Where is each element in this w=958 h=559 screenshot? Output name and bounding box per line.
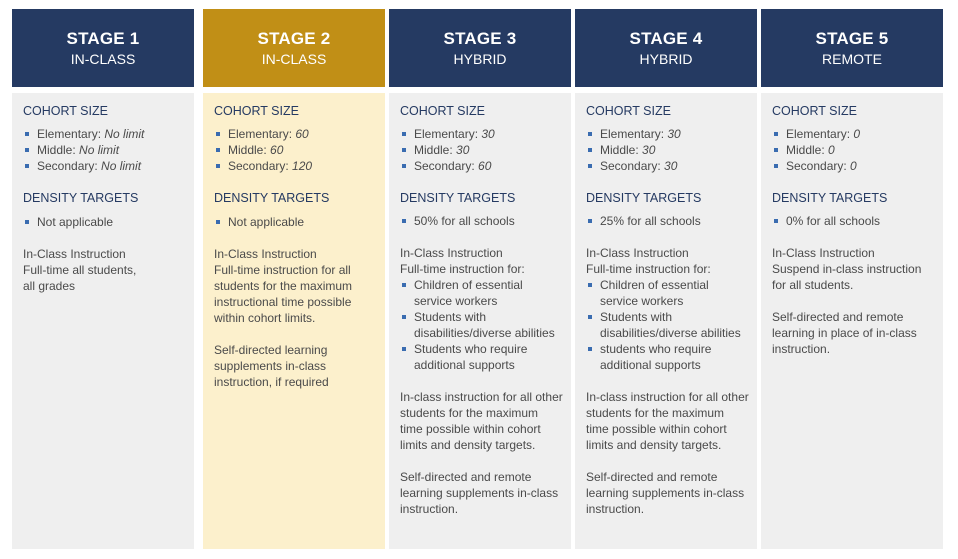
cohort-value: No limit: [101, 159, 142, 173]
instruction-text: Full-time instruction for:: [400, 262, 525, 276]
instruction-text: Suspend in-class instruction for all students.: [772, 262, 922, 292]
cohort-value: 0: [853, 127, 861, 141]
instruction-paragraph: [214, 246, 377, 326]
instruction-heading: In-Class Instruction: [772, 246, 875, 260]
density-list: [772, 213, 935, 229]
stage-mode: HYBRID: [639, 50, 693, 67]
stage-panel: [203, 93, 385, 549]
density-list: [586, 213, 749, 229]
stage-header: [389, 9, 571, 87]
list-item: [214, 142, 377, 158]
density-list: [400, 213, 563, 229]
cohort-value: 60: [478, 159, 492, 173]
cohort-value: 0: [828, 143, 835, 157]
cohort-value: 30: [456, 143, 470, 157]
cohort-size-heading: COHORT SIZE: [214, 104, 299, 118]
stage-panel: [389, 93, 571, 549]
list-item: [214, 158, 377, 174]
cohort-list: [400, 126, 563, 174]
list-item: [586, 142, 749, 158]
stage-column-2: [203, 9, 385, 549]
cohort-size-heading: COHORT SIZE: [586, 104, 671, 118]
density-targets-heading: DENSITY TARGETS: [400, 191, 516, 205]
stage-panel: [761, 93, 943, 549]
instruction-text: Full-time instruction for:: [586, 262, 711, 276]
cohort-size-heading: COHORT SIZE: [23, 104, 108, 118]
instruction-text: all grades: [23, 279, 76, 293]
stage-column-5: [761, 9, 943, 549]
cohort-value: 120: [292, 159, 313, 173]
list-item: [772, 126, 935, 142]
cohort-value: 30: [664, 159, 678, 173]
cohort-value: 60: [270, 143, 284, 157]
instruction-paragraph: [23, 246, 186, 294]
list-item: [400, 142, 563, 158]
cohort-value: 0: [850, 159, 857, 173]
cohort-label: Middle:: [37, 143, 80, 157]
stage-panel: [575, 93, 757, 549]
list-item: [23, 126, 186, 142]
stage-column-4: [575, 9, 757, 549]
list-item: [772, 142, 935, 158]
stage-mode: IN-CLASS: [261, 50, 327, 67]
cohort-list: [23, 126, 186, 174]
stage-title: STAGE 3: [443, 28, 517, 48]
stage-mode: HYBRID: [453, 50, 507, 67]
instruction-heading: In-Class Instruction: [214, 247, 317, 261]
cohort-value: No limit: [79, 143, 120, 157]
cohort-label: Secondary:: [600, 159, 665, 173]
cohort-label: Secondary:: [37, 159, 102, 173]
stage-title: STAGE 4: [629, 28, 703, 48]
stage-header: [12, 9, 194, 87]
stage-panel: [12, 93, 194, 549]
list-item: [23, 142, 186, 158]
cohort-label: Secondary:: [414, 159, 479, 173]
cohort-value: 60: [295, 127, 309, 141]
list-item: Students who require additional supports: [400, 341, 563, 373]
cohort-value: 30: [667, 127, 681, 141]
density-targets-heading: DENSITY TARGETS: [214, 191, 330, 205]
cohort-value: 30: [642, 143, 656, 157]
instruction-paragraph: [586, 245, 749, 373]
density-list: [23, 214, 186, 230]
cohort-label: Elementary:: [600, 127, 668, 141]
list-item: [586, 158, 749, 174]
cohort-value: No limit: [104, 127, 145, 141]
list-item: 50% for all schools: [400, 213, 563, 229]
stage-column-1: [12, 9, 194, 549]
supplement-paragraph: Self-directed learning supplements in-class instruction, if required: [214, 343, 329, 389]
cohort-label: Elementary:: [786, 127, 854, 141]
supplement-paragraph: Self-directed and remote learning supplements in-class instruction.: [400, 470, 559, 516]
cohort-label: Middle:: [228, 143, 271, 157]
list-item: Not applicable: [23, 214, 186, 230]
cohort-size-heading: COHORT SIZE: [772, 104, 857, 118]
cohort-list: [586, 126, 749, 174]
stage-mode: IN-CLASS: [70, 50, 136, 67]
instruction-text: Full-time instruction for all students for the maximum instructional time possible within cohort limits.: [214, 263, 353, 325]
instruction-heading: In-Class Instruction: [586, 246, 689, 260]
stage-mode: REMOTE: [822, 50, 882, 67]
other-students-paragraph: In-class instruction for all other students for the maximum time possible within cohort limits and density targets.: [400, 390, 563, 452]
cohort-label: Middle:: [414, 143, 457, 157]
stage-header: [203, 9, 385, 87]
supplement-paragraph: Self-directed and remote learning supplements in-class instruction.: [586, 470, 745, 516]
instruction-heading: In-Class Instruction: [23, 247, 126, 261]
supplement-paragraph: Self-directed and remote learning in place of in-class instruction.: [772, 310, 917, 356]
instruction-paragraph: [772, 245, 935, 293]
list-item: Children of essential service workers: [400, 277, 563, 309]
list-item: [772, 158, 935, 174]
cohort-value: 30: [481, 127, 495, 141]
priority-list: [400, 277, 563, 373]
list-item: Students with disabilities/diverse abilities: [586, 309, 749, 341]
list-item: [400, 158, 563, 174]
density-list: [214, 214, 377, 230]
stage-header: [575, 9, 757, 87]
list-item: Children of essential service workers: [586, 277, 749, 309]
list-item: [214, 126, 377, 142]
cohort-label: Middle:: [786, 143, 829, 157]
cohort-label: Middle:: [600, 143, 643, 157]
other-students-paragraph: In-class instruction for all other students for the maximum time possible within cohort limits and density targets.: [586, 390, 749, 452]
instruction-heading: In-Class Instruction: [400, 246, 503, 260]
cohort-list: [214, 126, 377, 174]
density-targets-heading: DENSITY TARGETS: [586, 191, 702, 205]
stage-column-3: [389, 9, 571, 549]
list-item: 0% for all schools: [772, 213, 935, 229]
cohort-list: [772, 126, 935, 174]
density-targets-heading: DENSITY TARGETS: [772, 191, 888, 205]
cohort-label: Elementary:: [228, 127, 296, 141]
stage-title: STAGE 1: [66, 28, 140, 48]
priority-list: [586, 277, 749, 373]
density-targets-heading: DENSITY TARGETS: [23, 191, 139, 205]
list-item: Students with disabilities/diverse abilities: [400, 309, 563, 341]
list-item: [400, 126, 563, 142]
list-item: [586, 126, 749, 142]
cohort-label: Elementary:: [414, 127, 482, 141]
instruction-text: Full-time all students,: [23, 263, 137, 277]
cohort-size-heading: COHORT SIZE: [400, 104, 485, 118]
cohort-label: Elementary:: [37, 127, 105, 141]
cohort-label: Secondary:: [786, 159, 851, 173]
stage-title: STAGE 5: [815, 28, 889, 48]
list-item: students who require additional supports: [586, 341, 749, 373]
stage-title: STAGE 2: [257, 28, 331, 48]
list-item: 25% for all schools: [586, 213, 749, 229]
list-item: [23, 158, 186, 174]
instruction-paragraph: [400, 245, 563, 373]
stage-header: [761, 9, 943, 87]
list-item: Not applicable: [214, 214, 377, 230]
cohort-label: Secondary:: [228, 159, 293, 173]
